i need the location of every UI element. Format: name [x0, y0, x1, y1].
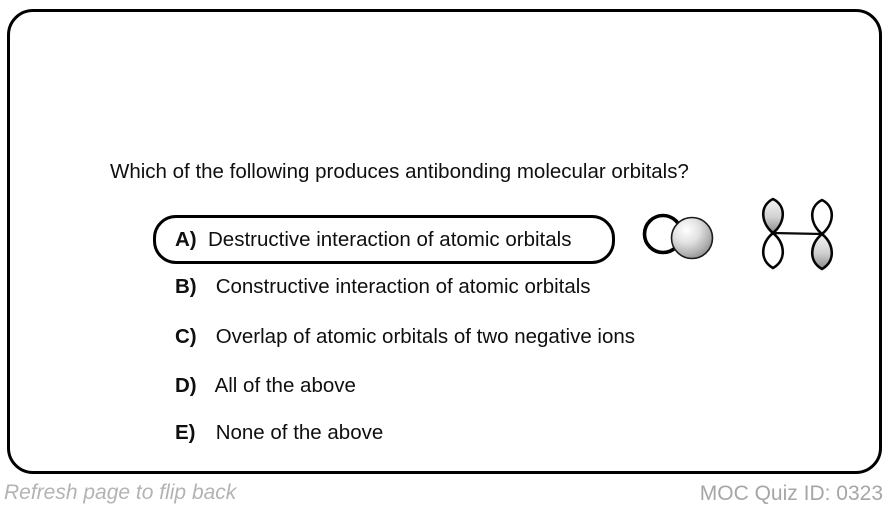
- option-e-text: None of the above: [215, 421, 384, 444]
- option-c[interactable]: [175, 325, 635, 349]
- quiz-id-label: MOC Quiz ID: 0323: [699, 482, 883, 505]
- question-text: Which of the following produces antibonding molecular orbitals?: [110, 160, 689, 183]
- option-c-text: Overlap of atomic orbitals of two negative ions: [215, 325, 636, 348]
- option-b[interactable]: [175, 275, 591, 299]
- s-orbitals-destructive-overlap-icon: [639, 209, 719, 265]
- option-a-letter: A): [175, 227, 197, 251]
- option-d-text: All of the above: [214, 374, 356, 397]
- option-c-letter: C): [175, 325, 197, 348]
- option-a-text: Destructive interaction of atomic orbitals: [208, 227, 572, 251]
- option-d-letter: D): [175, 374, 197, 397]
- option-b-text: Constructive interaction of atomic orbitals: [215, 275, 591, 298]
- option-b-letter: B): [175, 275, 197, 298]
- option-e[interactable]: [175, 421, 383, 445]
- option-d[interactable]: [175, 374, 356, 398]
- option-a-selected[interactable]: [153, 215, 615, 264]
- p-orbitals-destructive-overlap-icon: [755, 195, 845, 277]
- option-e-letter: E): [175, 421, 196, 444]
- flip-back-hint: Refresh page to flip back: [4, 481, 237, 504]
- quiz-card: [7, 9, 882, 474]
